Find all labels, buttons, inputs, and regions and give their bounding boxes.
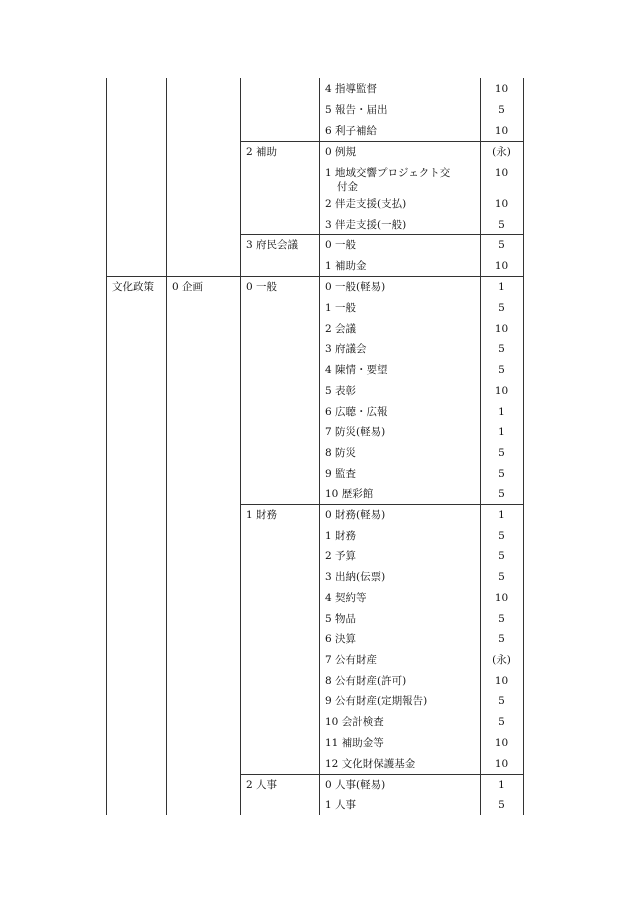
item-label: 8 公有財産(許可) [325,675,407,687]
item-label: 5 物品 [325,613,357,625]
item-label: 2 予算 [325,550,357,562]
item-label: 6 利子補給 [325,125,378,137]
item-label: 1 一般 [325,302,357,314]
retention-period: 5 [498,550,505,562]
item-label: 1 補助金 [325,260,367,272]
item-label: 1 財務 [325,530,357,542]
retention-period: 5 [498,343,505,355]
retention-period: 5 [498,302,505,314]
retention-period: 5 [498,716,505,728]
row-separator [240,141,524,142]
item-label: 7 防災(軽易) [325,426,386,438]
retention-period: 5 [498,447,505,459]
retention-period: 10 [494,167,509,179]
retention-period: 5 [498,530,505,542]
retention-period: 10 [494,758,509,770]
retention-period: 1 [498,779,505,791]
retention-period: 10 [494,592,509,604]
column-line [319,78,320,815]
item-label: 8 防災 [325,447,357,459]
retention-period: 5 [498,239,505,251]
item-label: 4 契約等 [325,592,367,604]
retention-period: 5 [498,488,505,500]
category-3-label: 2 人事 [246,779,278,791]
item-label: 9 監査 [325,468,357,480]
retention-period: 5 [498,468,505,480]
item-label: 4 指導監督 [325,83,378,95]
category-3-label: 2 補助 [246,146,278,158]
item-label: 9 公有財産(定期報告) [325,695,428,707]
category-3-label: 0 一般 [246,281,278,293]
column-line [240,78,241,815]
retention-period: 10 [494,737,509,749]
retention-period: 10 [494,260,509,272]
retention-period: 10 [494,385,509,397]
row-separator [106,276,524,277]
retention-period: 1 [498,281,505,293]
item-label: 0 一般(軽易) [325,281,386,293]
retention-period: 5 [498,799,505,811]
retention-period: 10 [494,125,509,137]
retention-period: 10 [494,675,509,687]
item-label: 11 補助金等 [325,737,384,749]
item-label: 6 広聴・広報 [325,406,388,418]
retention-period: 5 [498,633,505,645]
category-1-label: 文化政策 [112,281,154,293]
row-separator [240,774,524,775]
item-label: 4 陳情・要望 [325,364,388,376]
category-3-label: 3 府民会議 [246,239,299,251]
retention-period: 5 [498,571,505,583]
retention-period: 5 [498,695,505,707]
item-label: 3 府議会 [325,343,367,355]
retention-period: (永) [492,146,511,158]
item-label: 3 伴走支援(一般) [325,219,407,231]
item-label: 1 人事 [325,799,357,811]
retention-period: 5 [498,219,505,231]
retention-period: 1 [498,406,505,418]
retention-period: 5 [498,104,505,116]
item-label: 0 人事(軽易) [325,779,386,791]
item-label: 7 公有財産 [325,654,378,666]
column-line [166,78,167,815]
item-label: 1 地域交響プロジェクト交 [325,167,451,179]
item-label: 5 表彰 [325,385,357,397]
item-label: 付金 [337,181,358,193]
retention-period: 5 [498,364,505,376]
category-3-label: 1 財務 [246,509,278,521]
item-label: 5 報告・届出 [325,104,388,116]
item-label: 6 決算 [325,633,357,645]
item-label: 10 歴彩館 [325,488,374,500]
retention-period: 10 [494,198,509,210]
retention-period: (永) [492,654,511,666]
item-label: 2 会議 [325,323,357,335]
row-separator [240,504,524,505]
category-2-label: 0 企画 [172,281,204,293]
item-label: 0 財務(軽易) [325,509,386,521]
item-label: 2 伴走支援(支払) [325,198,407,210]
retention-period: 5 [498,613,505,625]
retention-period: 10 [494,83,509,95]
column-line [106,78,107,815]
item-label: 10 会計検査 [325,716,384,728]
item-label: 3 出納(伝票) [325,571,386,583]
retention-period: 10 [494,323,509,335]
row-separator [240,234,524,235]
item-label: 0 一般 [325,239,357,251]
retention-period: 1 [498,426,505,438]
column-line [523,78,524,815]
item-label: 12 文化財保護基金 [325,758,416,770]
retention-period: 1 [498,509,505,521]
item-label: 0 例規 [325,146,357,158]
